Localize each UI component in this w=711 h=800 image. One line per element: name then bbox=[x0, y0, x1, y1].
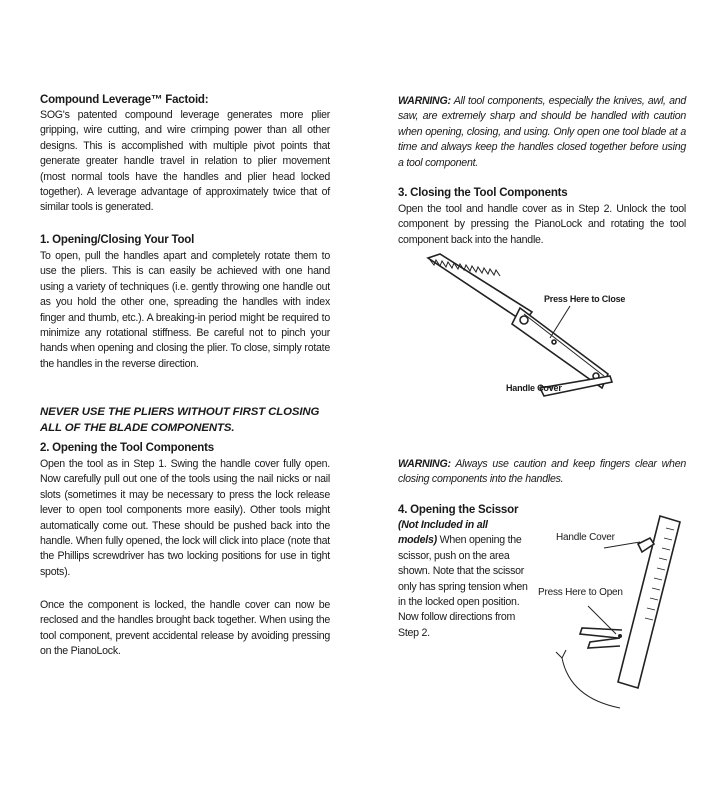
warning-1 bbox=[398, 94, 686, 171]
fig-closing-tool-illustration bbox=[420, 248, 640, 434]
section4-heading: 4. Opening the Scissor bbox=[398, 504, 519, 516]
warning-2-label: WARNING: bbox=[398, 458, 451, 470]
section1-paragraph: To open, pull the handles apart and completely rotate them to use the pliers. This is can easily be achieved with one hand using a variety of techniques (i.e. gently throwing one handle out as you hold the other one, spreading the handles with index finger and thumb, etc.). A breaking-in period might be required to minimize any rotational stiffness. Be careful not to pinch your hands when opening and closing the plier. To close, simply rotate the handles in the reverse direction. bbox=[40, 250, 330, 370]
factoid-paragraph: SOG's patented compound leverage generates more plier gripping, wire cutting, and wire crimping power than all other designs. This is accomplished with multiple pivot points that generate greater handle travel in relation to plier movement (most normal tools have the handles and plier head locked together). A leverage advantage of approximately twice that of similar tools is generated. bbox=[40, 109, 330, 214]
factoid-heading: Compound Leverage™ Factoid: bbox=[40, 94, 209, 106]
section4-subtitle: (Not Included in all models) bbox=[398, 519, 488, 547]
section1-heading: 1. Opening/Closing Your Tool bbox=[40, 234, 195, 246]
section4-body bbox=[398, 518, 528, 641]
warning-1-label: WARNING: bbox=[398, 95, 451, 107]
section2-paragraph-2: Once the component is locked, the handle cover can now be reclosed and the handles brought back together. When using the tool component, prevent accidental release by avoiding pressing on the PianoLock. bbox=[40, 599, 330, 658]
section2-paragraph: Open the tool as in Step 1. Swing the handle cover fully open. Now carefully pull out one of the tools using the nail nicks or nail slots (sometimes it may be necessary to press the lock release lever to open tool components more easily). Other tools might automatically come out. These should be pushed back into the handle. When fully opened, the lock will click into place (note that the Phillips screwdriver has two locking positions for use in tight spots). bbox=[40, 458, 330, 578]
warning-1-text: All tool components, especially the knives, awl, and saw, are extremely sharp and should be handled with caution when opening, closing, and using. Only open one tool blade at a time and always keep the handles closed together before using a tool component. bbox=[398, 95, 687, 169]
fig1-cover-label: Handle Cover bbox=[506, 383, 562, 393]
fig2-cover-label: Handle Cover bbox=[556, 532, 615, 543]
fig1-press-label: Press Here to Close bbox=[544, 294, 626, 304]
section2-heading: 2. Opening the Tool Components bbox=[40, 442, 214, 454]
section3-heading: 3. Closing the Tool Components bbox=[398, 187, 568, 199]
section4-paragraph: When opening the scissor, push on the area shown. Note that the scissor only has spring tension when in the locked open position. Now follow directions from Step 2. bbox=[398, 534, 528, 639]
fig2-press-label: Press Here to Open bbox=[538, 587, 623, 598]
warning-2 bbox=[398, 457, 686, 488]
warning-2-text: Always use caution and keep fingers clear when closing components into the handles. bbox=[398, 458, 686, 486]
caps-warning: NEVER USE THE PLIERS WITHOUT FIRST CLOSING ALL OF THE BLADE COMPONENTS. bbox=[40, 406, 320, 435]
section3-paragraph: Open the tool and handle cover as in Step 2. Unlock the tool component by pressing the PianoLock and rotating the tool component back into the handle. bbox=[398, 203, 686, 246]
